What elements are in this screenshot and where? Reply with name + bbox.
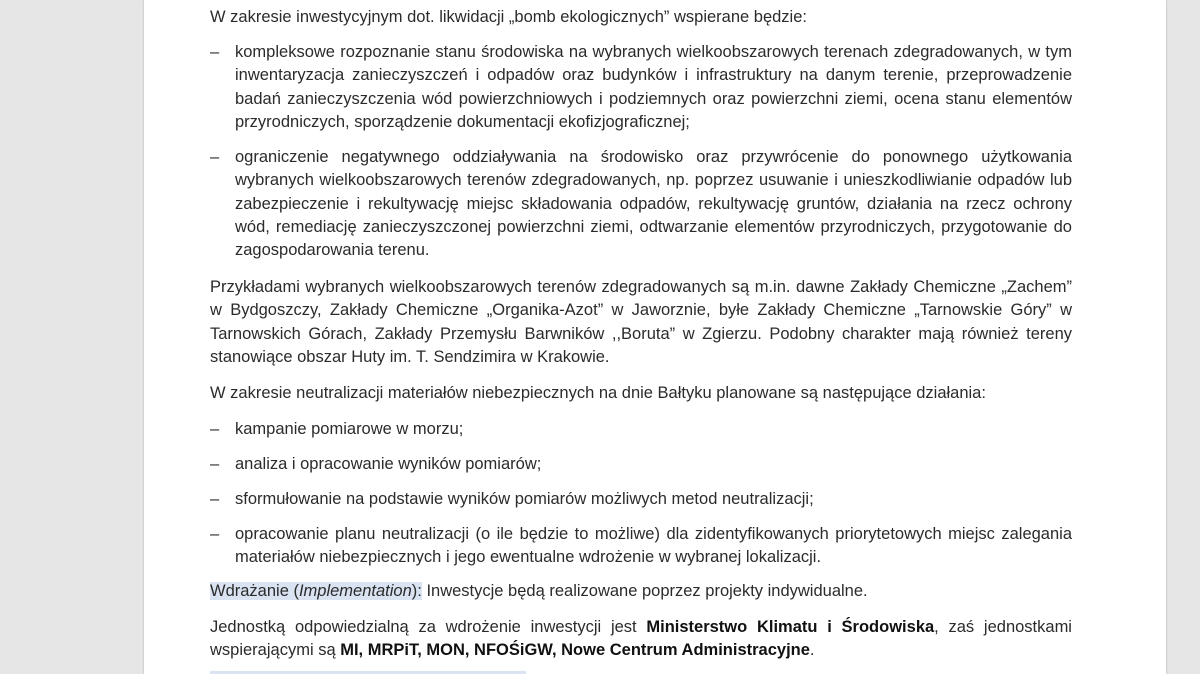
list-item bbox=[210, 523, 1072, 570]
list-dash: – bbox=[210, 455, 220, 473]
list-item bbox=[210, 418, 1072, 441]
implementation-label-text: Wdrażanie ( bbox=[210, 582, 299, 600]
list-item-text: opracowanie planu neutralizacji (o ile będzie to możliwe) dla zidentyfikowanych priorytetowych miejsc zalegania materiałów niebezpiecznych i jego ewentualne wdrożenie w wybranej lokalizacji. bbox=[235, 525, 1072, 567]
list-item bbox=[210, 453, 1072, 476]
supporting-units: MI, MRPiT, MON, NFOŚiGW, Nowe Centrum Administracyjne bbox=[340, 641, 810, 660]
list-item-text: kampanie pomiarowe w morzu; bbox=[235, 420, 464, 438]
intro-baltic-paragraph: W zakresie neutralizacji materiałów niebezpiecznych na dnie Bałtyku planowane są następujące działania: bbox=[210, 384, 986, 402]
list-item-text: sformułowanie na podstawie wyników pomiarów możliwych metod neutralizacji; bbox=[235, 490, 814, 508]
implementation-paragraph bbox=[210, 580, 1072, 603]
responsibility-text-cont: , zaś jednostkami wspierającymi są bbox=[210, 618, 1072, 660]
list-dash: – bbox=[210, 43, 220, 61]
list-item-text: kompleksowe rozpoznanie stanu środowiska na wybranych wielkoobszarowych terenach zdegradowanych, w tym inwentaryzacja zanieczyszczeń i odpadów oraz budynków i infrastruktury na danym terenie, przeprowadzenie badań zanieczyszczenia wód powierzchniowych i podziemnych oraz powierzchni ziemi, ocena stanu elementów przyrodniczych, sporządzenie dokumentacji ekofizjograficznej; bbox=[235, 43, 1072, 131]
list-item bbox=[210, 146, 1072, 262]
list-dash: – bbox=[210, 420, 220, 438]
implementation-text: Inwestycje będą realizowane poprzez projekty indywidualne. bbox=[421, 582, 868, 600]
examples-paragraph: Przykładami wybranych wielkoobszarowych terenów zdegradowanych są m.in. dawne Zakłady Chemiczne „Zachem” w Bydgoszczy, Zakłady Chemiczne „Organika-Azot” w Jaworznie, byłe Zakłady Chemiczne „Tarnowskie Góry” w Tarnowskich Górach, Zakłady Przemysłu Barwników ,,Boruta” w Zgierzu. Podobny charakter mają również tereny stanowiące obszar Huty im. T. Sendzimira w Krakowie. bbox=[210, 278, 1072, 366]
list-item bbox=[210, 488, 1072, 511]
implementation-label-suffix: ): bbox=[411, 582, 422, 600]
ministry-name: Ministerstwo Klimatu i Środowiska bbox=[646, 618, 935, 636]
list-item-text: ograniczenie negatywnego oddziaływania na środowisko oraz przywrócenie do ponownego użytkowania wybranych wielkoobszarowych terenów zdegradowanych, np. poprzez usuwanie i unieszkodliwianie odpadów lub zabezpieczenie i rekultywację miejsc składowania odpadów, rekultywację gruntów, działania na rzecz ochrony wód, remediację zanieczyszczonej powierzchni ziemi, odtwarzanie elementów przyrodniczych, przygotowanie do zagospodarowania terenu. bbox=[235, 148, 1072, 260]
list-dash: – bbox=[210, 148, 220, 166]
implementation-label-italic: Implementation bbox=[298, 582, 412, 600]
implementation-label[interactable] bbox=[210, 582, 422, 600]
intro-bombs-paragraph: W zakresie inwestycyjnym dot. likwidacji „bomb ekologicznych” wspierane będzie: bbox=[210, 8, 807, 26]
document-page bbox=[144, 0, 1166, 674]
responsibility-text-end: . bbox=[809, 641, 815, 660]
responsibility-text: Jednostką odpowiedzialną za wdrożenie inwestycji jest bbox=[210, 618, 647, 636]
responsibility-paragraph bbox=[210, 616, 1072, 663]
list-item bbox=[210, 41, 1072, 134]
list-dash: – bbox=[210, 525, 220, 543]
list-item-text: analiza i opracowanie wyników pomiarów; bbox=[235, 455, 542, 473]
list-dash: – bbox=[210, 490, 220, 508]
